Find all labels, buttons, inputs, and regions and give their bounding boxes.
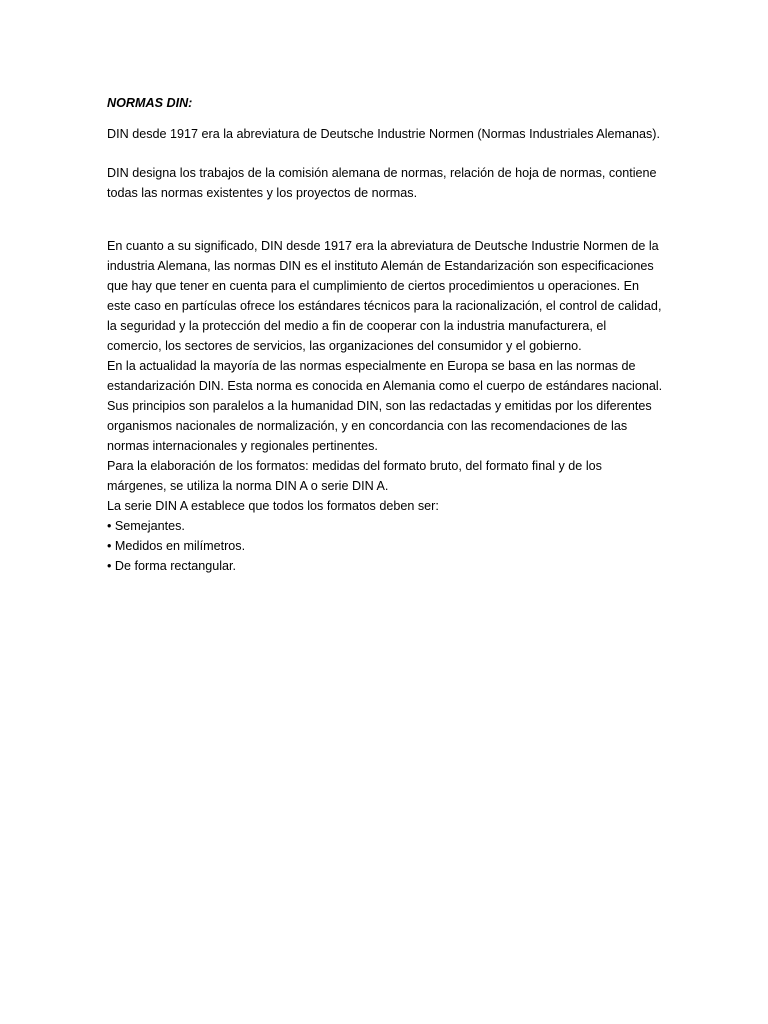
text-line: comercio, los sectores de servicios, las organizaciones del consumidor y el gobierno. (107, 339, 582, 353)
text-line: que hay que tener en cuenta para el cumplimiento de ciertos procedimientos u operaciones. En (107, 279, 640, 293)
text-line: este caso en partículas ofrece los estándares técnicos para la racionalización, el control de calidad, (107, 299, 662, 313)
bullet-item: • Medidos en milímetros. (107, 539, 246, 553)
text-line: DIN designa los trabajos de la comisión alemana de normas, relación de hoja de normas, contiene (107, 166, 657, 180)
paragraph-1 (107, 124, 667, 144)
text-line: En la actualidad la mayoría de las normas especialmente en Europa se basa en las normas de (107, 359, 636, 373)
document-body (107, 93, 667, 576)
text-line: todas las normas existentes y los proyectos de normas. (107, 186, 418, 200)
text-line: Para la elaboración de los formatos: medidas del formato bruto, del formato final y de los (107, 459, 602, 473)
text-line: industria Alemana, las normas DIN es el instituto Alemán de Estandarización son especificaciones (107, 259, 654, 273)
text-line: la seguridad y la protección del medio a fin de cooperar con la industria manufacturera, el (107, 319, 607, 333)
text-line: márgenes, se utiliza la norma DIN A o serie DIN A. (107, 479, 389, 493)
paragraph-2 (107, 163, 667, 203)
bullet-item: • Semejantes. (107, 519, 185, 533)
document-title: NORMAS DIN: (107, 96, 193, 110)
text-line: Sus principios son paralelos a la humanidad DIN, son las redactadas y emitidas por los diferentes (107, 399, 652, 413)
text-line: normas internacionales y regionales pertinentes. (107, 439, 378, 453)
text-line: La serie DIN A establece que todos los formatos deben ser: (107, 499, 439, 513)
paragraph-3 (107, 236, 667, 576)
text-line: organismos nacionales de normalización, y en concordancia con las recomendaciones de las (107, 419, 628, 433)
text-line: En cuanto a su significado, DIN desde 1917 era la abreviatura de Deutsche Industrie Normen de la (107, 239, 659, 253)
bullet-item: • De forma rectangular. (107, 559, 237, 573)
text-line: estandarización DIN. Esta norma es conocida en Alemania como el cuerpo de estándares nacional. (107, 379, 663, 393)
text-line: DIN desde 1917 era la abreviatura de Deutsche Industrie Normen (Normas Industriales Alemanas). (107, 127, 660, 141)
